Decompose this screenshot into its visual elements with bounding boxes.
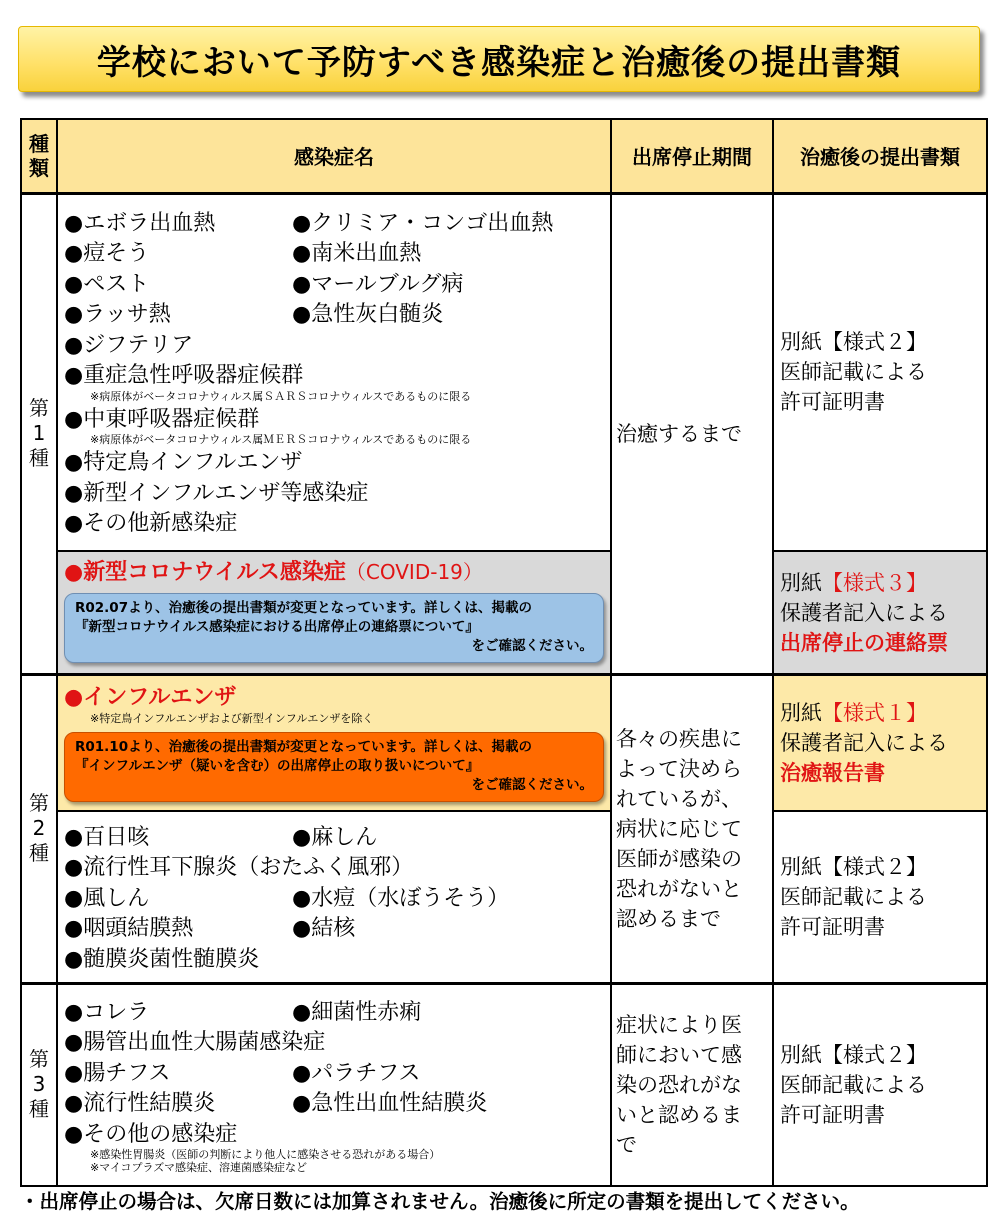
class2-disease-list [57, 811, 611, 983]
list-item: ●流行性結膜炎 [64, 1091, 216, 1116]
header-docs: 治癒後の提出書類 [773, 119, 987, 193]
flu-cell [57, 675, 611, 812]
list-item: ●マールブルグ病 [292, 271, 464, 297]
kind-class1: 第 1 種 [21, 193, 57, 675]
list-item: ●結核 [292, 916, 356, 941]
list-item: ●急性出血性結膜炎 [292, 1091, 488, 1116]
page-title-banner [18, 26, 980, 92]
covid-name: ●新型コロナウイルス感染症（COVID-19） [64, 560, 483, 585]
list-item: ●その他の感染症 [64, 1121, 238, 1147]
header-kind: 種 類 [21, 119, 57, 193]
covid-docs: 別紙【様式３】 保護者記入による 出席停止の連絡票 [773, 551, 987, 675]
list-item: ●水痘（水ぼうそう） [292, 885, 510, 911]
list-item: ●南米出血熱 [292, 241, 422, 267]
class3-docs: 別紙【様式２】 医師記載による 許可証明書 [773, 983, 987, 1186]
class1-period: 治癒するまで [611, 193, 773, 675]
list-item: ●ジフテリア [64, 332, 194, 358]
list-item: ●その他新感染症 [64, 511, 238, 537]
list-item: ●腸管出血性大腸菌感染症 [64, 1030, 326, 1055]
list-item: ●クリミア・コンゴ出血熱 [292, 210, 554, 236]
header-period: 出席停止期間 [611, 119, 773, 193]
list-item: ●髄膜炎菌性髄膜炎 [64, 946, 260, 972]
class3-period: 症状により医 師において感 染の恐れがな いと認めるま で [611, 983, 773, 1186]
list-item: ●パラチフス [292, 1060, 421, 1086]
list-item: ●エボラ出血熱 [64, 210, 216, 236]
flu-note: ※特定鳥インフルエンザおよび新型インフルエンザを除く [90, 712, 374, 725]
class2-docs: 別紙【様式２】 医師記載による 許可証明書 [773, 811, 987, 983]
list-item: ●細菌性赤痢 [292, 999, 422, 1025]
list-item: ●腸チフス [64, 1060, 171, 1086]
list-item: ●咽頭結膜熱 [64, 916, 194, 941]
header-disease: 感染症名 [57, 119, 611, 193]
kind-class2: 第 2 種 [21, 675, 57, 984]
disease-note: ※病原体がベータコロナウィルス属ＳＡＲＳコロナウィルスであるものに限る [90, 389, 472, 403]
list-item: ●コレラ [64, 999, 150, 1025]
list-item: ●急性灰白髄炎 [292, 302, 444, 328]
disease-note: ※病原体がベータコロナウィルス属ＭＥＲＳコロナウィルスであるものに限る [90, 433, 472, 447]
covid-notice[interactable]: R02.07より、治癒後の提出書類が変更となっています。詳しくは、掲載の 『新型コロナウイルス感染症における出席停止の連絡票について』 をご確認ください。 [64, 593, 604, 663]
list-item: ●特定鳥インフルエンザ [64, 450, 303, 476]
list-item: ●百日咳 [64, 824, 150, 850]
covid-cell [57, 551, 611, 675]
class2-period: 各々の疾患に よって決めら れているが、 病状に応じて 医師が感染の 恐れがないと 認めるまで [611, 675, 773, 984]
list-item: ●中東呼吸器症候群 [64, 406, 260, 432]
disease-note: ※感染性胃腸炎（医師の判断により他人に感染させる恐れがある場合） [90, 1148, 441, 1161]
footer-note: ・出席停止の場合は、欠席日数には加算されません。治癒後に所定の書類を提出してください。 [20, 1190, 860, 1213]
class1-docs: 別紙【様式２】 医師記載による 許可証明書 [773, 193, 987, 551]
list-item: ●風しん [64, 885, 150, 911]
list-item: ●ペスト [64, 271, 150, 297]
infection-table [20, 118, 988, 1187]
disease-note: ※マイコプラズマ感染症、溶連菌感染症など [90, 1161, 308, 1174]
list-item: ●痘そう [64, 241, 150, 267]
page-title: 学校において予防すべき感染症と治癒後の提出書類 [96, 42, 902, 83]
list-item: ●流行性耳下腺炎（おたふく風邪） [64, 855, 414, 880]
flu-docs: 別紙【様式１】 保護者記入による 治癒報告書 [773, 675, 987, 812]
list-item: ●麻しん [292, 824, 378, 850]
flu-notice[interactable]: R01.10より、治癒後の提出書類が変更となっています。詳しくは、掲載の 『インフルエンザ（疑いを含む）の出席停止の取り扱いについて』 をご確認ください。 [64, 732, 604, 802]
flu-name: ●インフルエンザ [64, 685, 237, 710]
list-item: ●重症急性呼吸器症候群 [64, 363, 304, 389]
list-item: ●ラッサ熱 [64, 302, 171, 328]
class3-disease-list [57, 983, 611, 1186]
list-item: ●新型インフルエンザ等感染症 [64, 480, 369, 506]
class1-disease-list [57, 193, 611, 551]
kind-class3: 第 3 種 [21, 983, 57, 1186]
